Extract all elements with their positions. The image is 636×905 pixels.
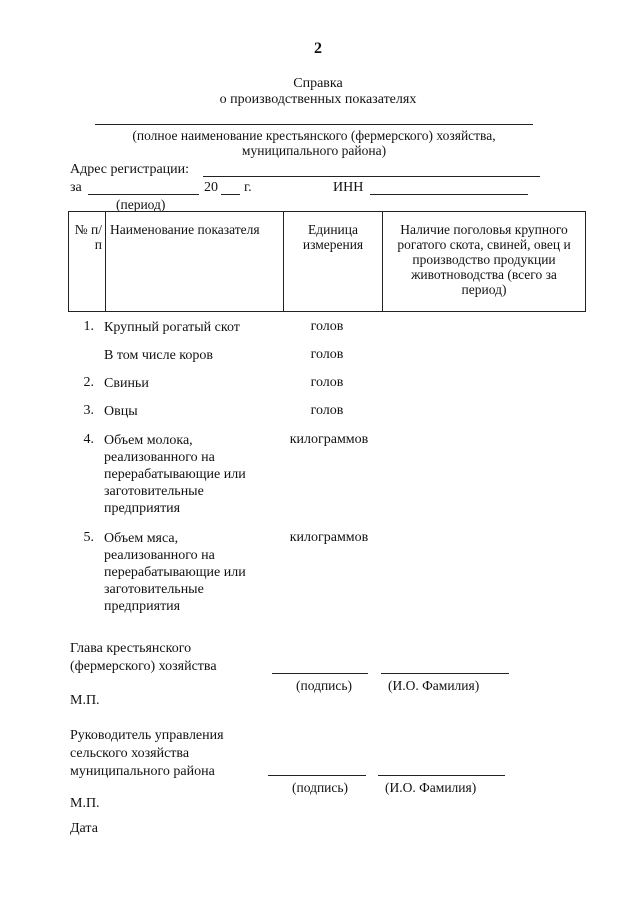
inn-field[interactable]	[370, 194, 528, 195]
title-line-1: Справка	[293, 76, 343, 91]
row-num: 4.	[83, 432, 94, 447]
director-name-field[interactable]	[378, 775, 505, 776]
director-title-line-2: сельского хозяйства	[70, 746, 190, 761]
head-sign-caption: (подпись)	[296, 678, 353, 693]
row-unit: килограммов	[289, 432, 369, 447]
indicators-table	[68, 211, 586, 312]
row-unit: голов	[310, 403, 344, 418]
header-unit: Единица измерения	[284, 212, 383, 312]
head-title-line-1: Глава крестьянского	[70, 641, 192, 656]
org-caption	[95, 128, 533, 158]
year-field[interactable]	[221, 194, 240, 195]
row-unit: голов	[310, 375, 344, 390]
year-suffix: г.	[244, 180, 252, 195]
address-label: Адрес регистрации:	[70, 162, 190, 177]
date-label: Дата	[70, 821, 98, 836]
head-stamp: М.П.	[70, 693, 100, 708]
director-name-caption: (И.О. Фамилия)	[385, 780, 477, 795]
head-title	[70, 640, 217, 676]
director-sign-caption: (подпись)	[292, 780, 349, 795]
director-title	[70, 727, 224, 781]
row-num: 5.	[83, 530, 94, 545]
head-signature-field[interactable]	[272, 673, 368, 674]
row-name: Свиньи	[104, 376, 149, 391]
org-caption-line-1: (полное наименование крестьянского (фермерского) хозяйства,	[132, 128, 496, 143]
header-data: Наличие поголовья крупного рогатого скота, свиней, овец и производство продукции животноводства (всего за период)	[383, 212, 586, 312]
director-stamp: М.П.	[70, 796, 100, 811]
row-num: 1.	[83, 319, 94, 334]
row-num: 2.	[83, 375, 94, 390]
title-line-2: о производственных показателях	[219, 92, 417, 107]
year-prefix: 20	[204, 180, 218, 195]
row-name: В том числе коров	[104, 348, 214, 363]
row-unit: голов	[310, 347, 344, 362]
period-prefix: за	[70, 180, 82, 195]
row-unit: голов	[310, 319, 344, 334]
page-number: 2	[314, 40, 322, 57]
row-name: Овцы	[104, 404, 138, 419]
inn-label: ИНН	[333, 180, 364, 195]
document-title	[0, 76, 636, 108]
head-title-line-2: (фермерского) хозяйства	[70, 659, 217, 674]
row-unit: килограммов	[289, 530, 369, 545]
head-name-caption: (И.О. Фамилия)	[388, 678, 480, 693]
row-name: Крупный рогатый скот	[104, 320, 240, 335]
table-header-row	[69, 212, 586, 312]
period-caption: (период)	[116, 197, 166, 212]
director-title-line-1: Руководитель управления	[70, 728, 224, 743]
period-field[interactable]	[88, 194, 199, 195]
address-field[interactable]	[203, 176, 540, 177]
director-signature-field[interactable]	[268, 775, 366, 776]
org-name-line[interactable]	[95, 124, 533, 125]
header-name: Наименование показателя	[106, 212, 284, 312]
header-num: № п/п	[69, 212, 106, 312]
head-name-field[interactable]	[381, 673, 509, 674]
row-name: Объем мяса, реализованного на перерабатывающие или заготовительные предприятия	[104, 531, 246, 614]
director-title-line-3: муниципального района	[70, 764, 215, 779]
org-caption-line-2: муниципального района)	[241, 143, 387, 158]
row-num: 3.	[83, 403, 94, 418]
row-name: Объем молока, реализованного на перерабатывающие или заготовительные предприятия	[104, 433, 246, 516]
